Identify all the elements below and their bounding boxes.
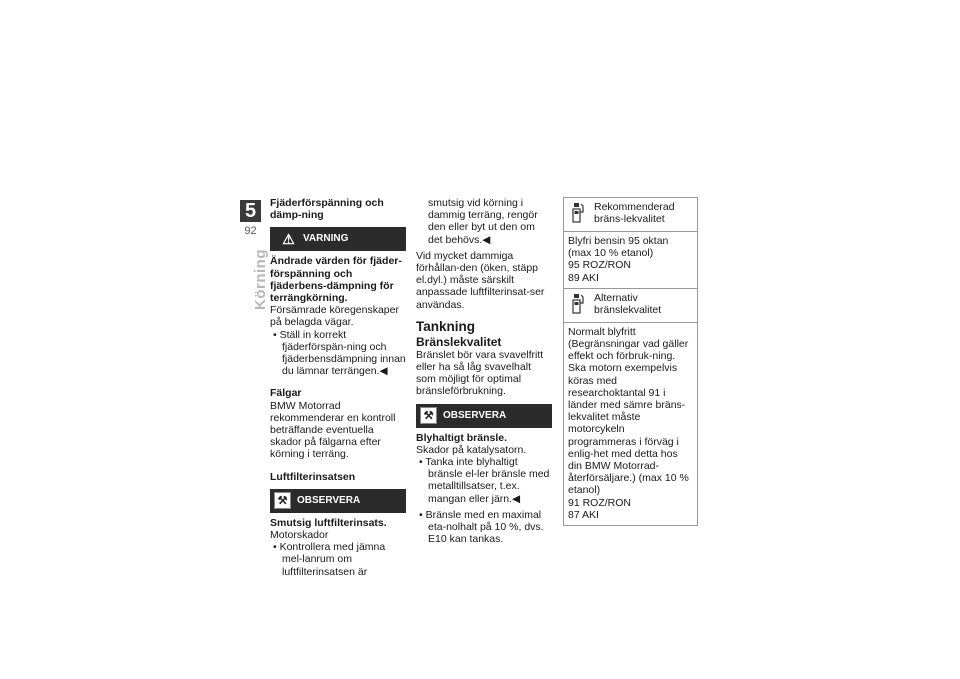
page-number: 92 xyxy=(244,225,257,237)
dust-text: Vid mycket dammiga förhållan-den (öken, stäpp el.dyl.) måste särskilt anpassade luftfilterinsat-ser användas. xyxy=(416,249,545,311)
heading-air-filter: Luftfilterinsatsen xyxy=(270,470,356,483)
fuel-pump-icon xyxy=(570,202,586,224)
warning-title: Ändrade värden för fjäder-förspänning och fjäderbens-dämpning för terrängkörning. xyxy=(270,255,402,305)
note-text: Motorskador xyxy=(270,529,329,542)
list-item: • Ställ in korrekt fjäderförspän-ning och fjäderbensdämpning innan du lämnar terrängen.◀ xyxy=(273,328,406,378)
note-text: Skador på katalysatorn. xyxy=(416,443,527,456)
heading-fuel-quality: Bränslekvalitet xyxy=(416,334,502,349)
chapter-side-label: Körning xyxy=(252,249,269,310)
list-item: • Bränsle med en maximal eta-nolhalt på 10 %, dvs. E10 kan tankas. xyxy=(419,508,544,546)
fuel-quality-table xyxy=(563,197,698,526)
table-cell: Blyfri bensin 95 oktan (max 10 % etanol) xyxy=(568,235,669,260)
wrench-icon: ⚒ xyxy=(420,407,437,424)
column-1 xyxy=(270,197,406,578)
table-head-alternative xyxy=(564,289,697,323)
table-head-label: Alternativ bränslekvalitet xyxy=(594,291,662,317)
warning-label: VARNING xyxy=(303,233,349,245)
table-row xyxy=(564,232,697,289)
note-title: Smutsig luftfilterinsats. xyxy=(270,516,387,529)
table-cell: 89 AKI xyxy=(568,271,599,284)
warning-bar xyxy=(270,227,406,251)
table-head-recommended xyxy=(564,198,697,232)
table-cell: 95 ROZ/RON xyxy=(568,259,632,272)
heading-suspension: Fjäderförspänning och dämp-ning xyxy=(270,197,384,222)
note-title: Blyhaltigt bränsle. xyxy=(416,431,508,444)
wrench-icon: ⚒ xyxy=(274,492,291,509)
table-cell: 87 AKI xyxy=(568,508,599,521)
heading-refuel: Tankning xyxy=(416,318,475,334)
column-2 xyxy=(416,197,552,545)
rims-text: BMW Motorrad rekommenderar en kontroll beträffande eventuella skador på fälgarna efter körning i terräng. xyxy=(270,399,396,461)
warning-text: Försämrade köregenskaper på belagda vägar. xyxy=(270,304,399,329)
note-label: OBSERVERA xyxy=(297,494,361,506)
note-label: OBSERVERA xyxy=(443,409,507,421)
table-head-label: Rekommenderad bräns-lekvalitet xyxy=(594,201,675,226)
continued-text: smutsig vid körning i dammig terräng, rengör den eller byt ut den om det behövs.◀ xyxy=(428,197,538,246)
table-cell: Normalt blyfritt (Begränsningar vad gäller effekt och förbruk-ning. Ska motorn exempelvis köras med researchoktantal 91 i länder med sämre bräns-lekvalitet måste motorcykeln programmeras i förväg i enlig-het med detta hos din BMW Motorrad-återförsäljare.) (max 10 % etanol) xyxy=(568,325,689,497)
warning-triangle-icon: ⚠ xyxy=(282,230,295,247)
fuel-pump-icon xyxy=(570,293,586,315)
chapter-number: 5 xyxy=(240,200,261,222)
list-item: • Kontrollera med jämna mel-lanrum om luftfilterinsatsen är xyxy=(273,541,386,578)
heading-rims: Fälgar xyxy=(270,387,302,400)
table-cell: 91 ROZ/RON xyxy=(568,496,632,509)
note-bar xyxy=(416,404,552,428)
table-row xyxy=(564,323,697,525)
note-bar xyxy=(270,489,406,513)
fuel-text: Bränslet bör vara svavelfritt eller ha så låg svavelhalt som möjligt för optimal bränsleförbrukning. xyxy=(416,348,544,398)
list-item: • Tanka inte blyhaltigt bränsle el-ler bränsle med metalltillsatser, t.ex. mangan eller järn.◀ xyxy=(419,456,550,505)
